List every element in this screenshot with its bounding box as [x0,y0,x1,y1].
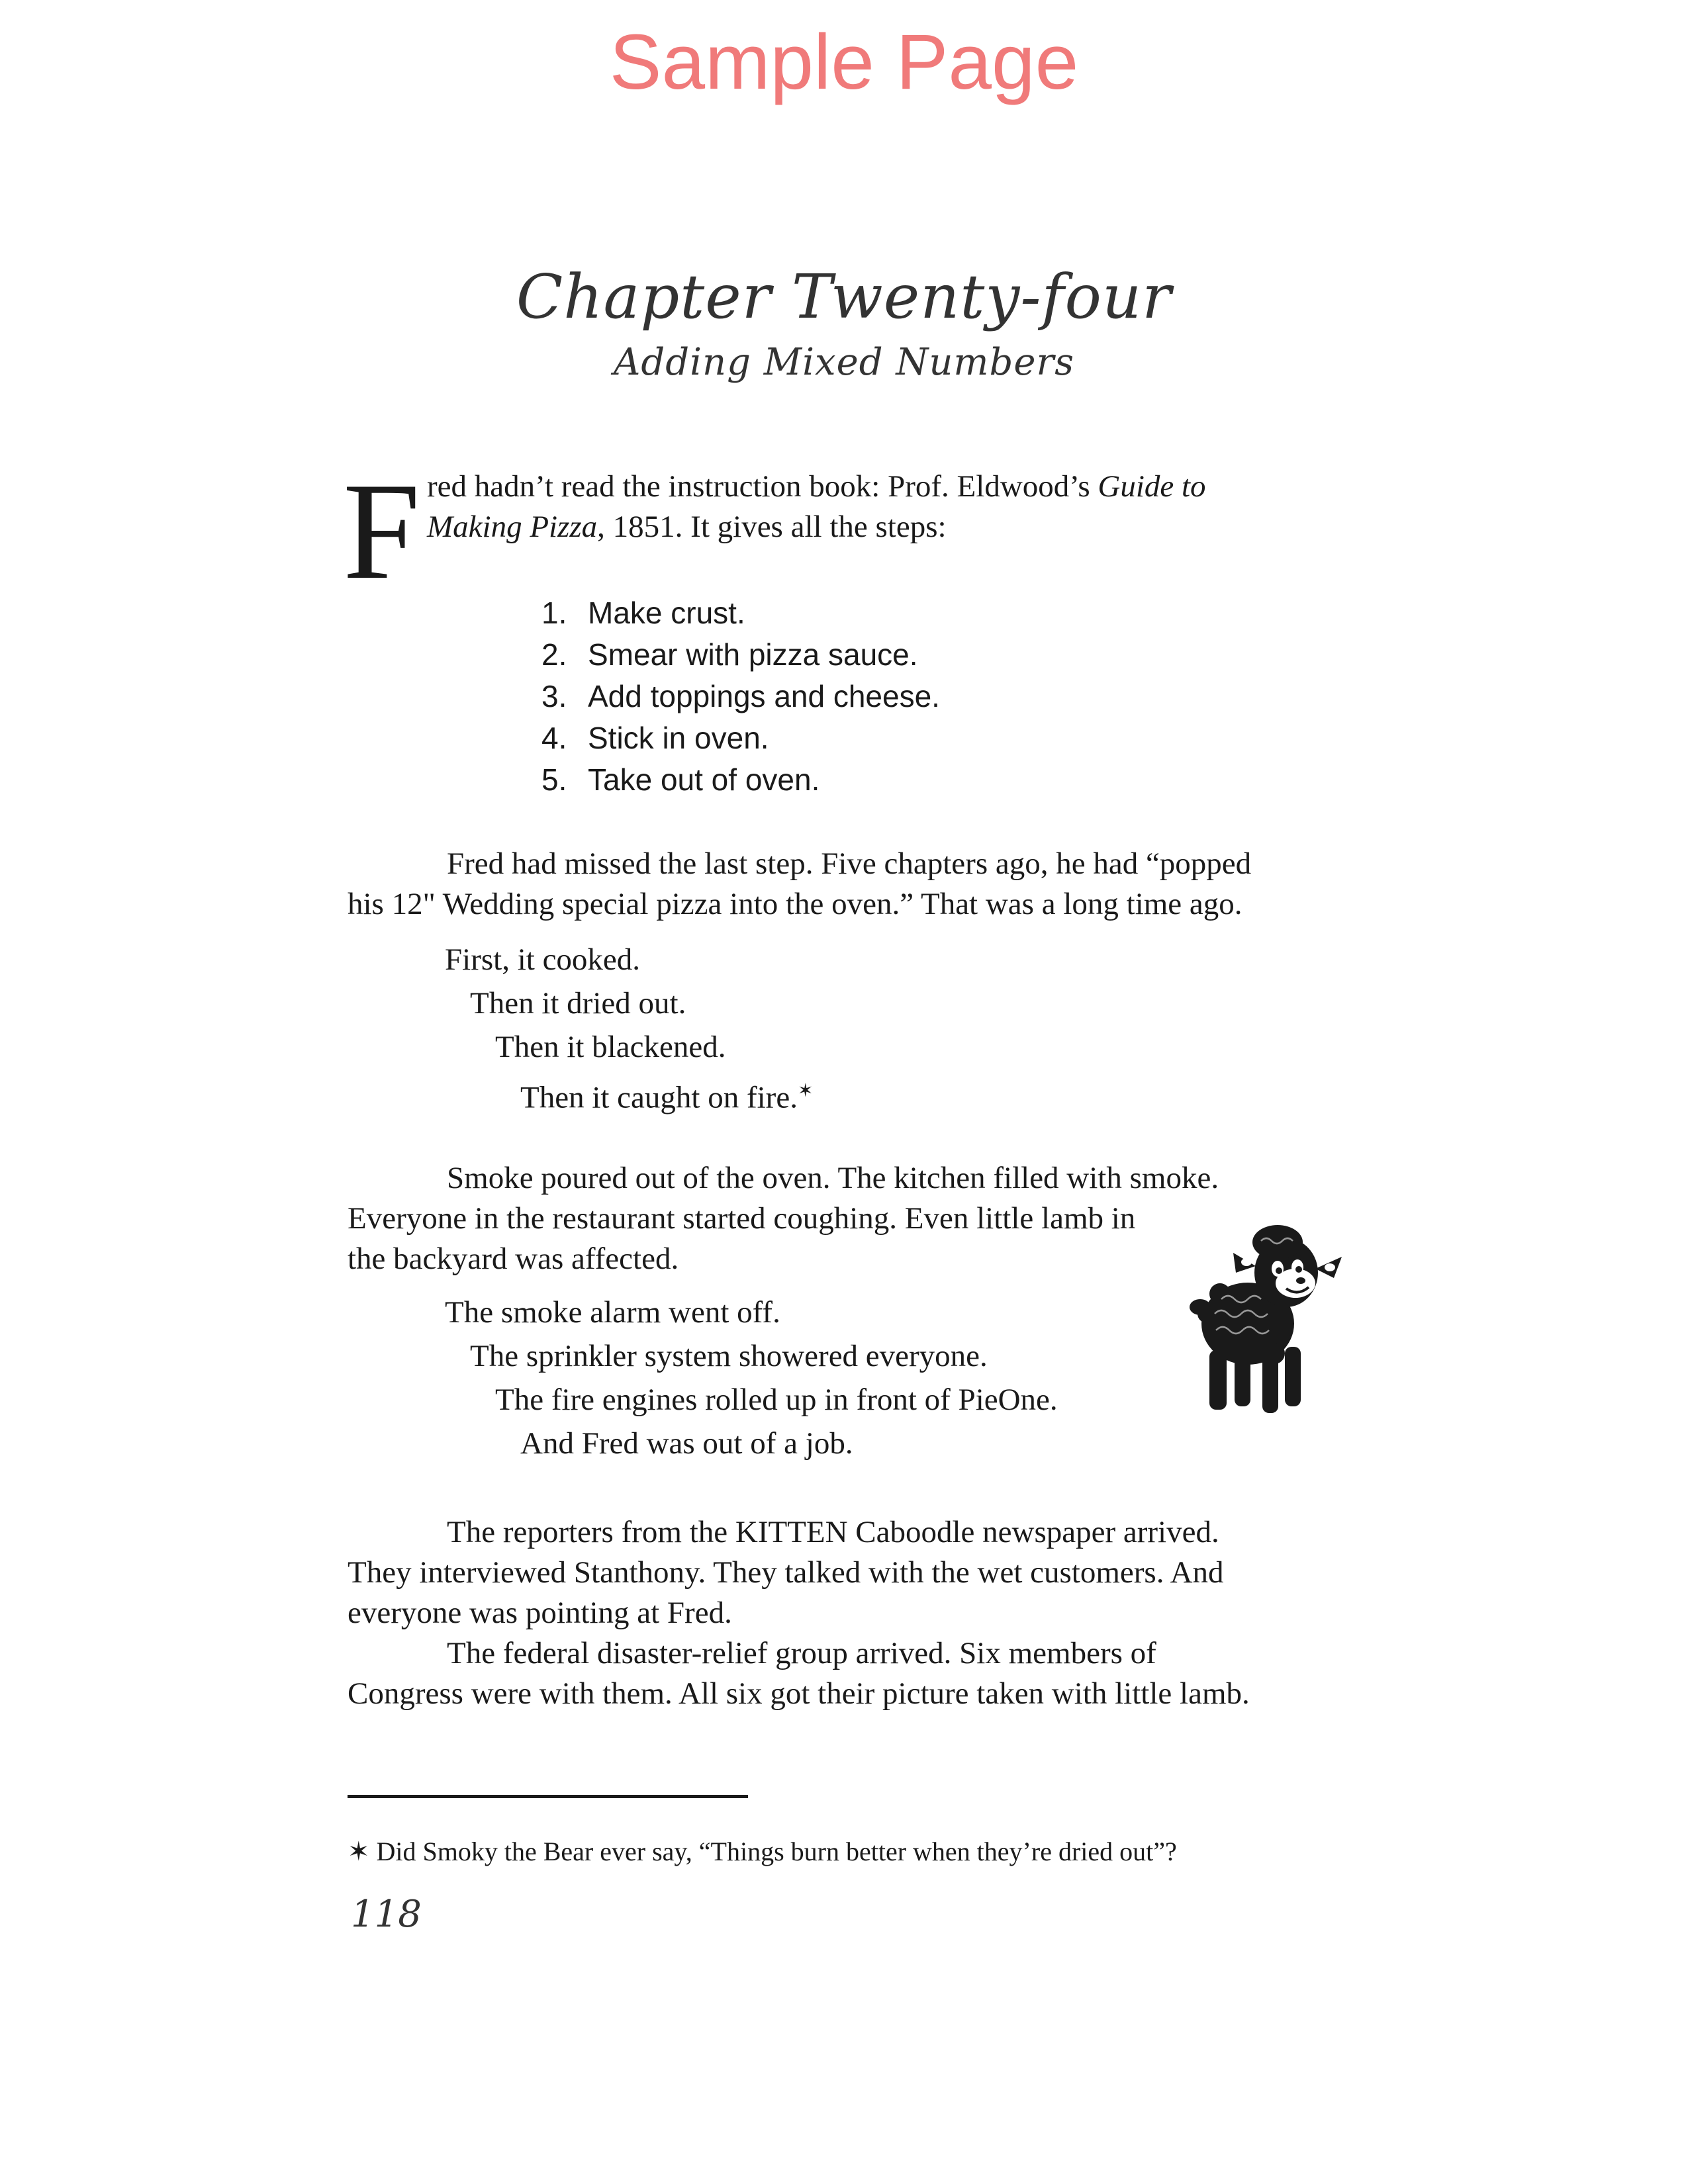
list-item: 4. Stick in oven. [541,721,769,755]
cascade-line: The sprinkler system showered everyone. [470,1339,988,1373]
list-item: 1. Make crust. [541,596,745,630]
paragraph-reporters: The reporters from the KITTEN Caboodle newspaper arrived. They interviewed Stanthony. They talked with the wet customers. And everyone was pointing at Fred. [348,1515,1224,1630]
book-title: Making Pizza [427,510,598,544]
chapter-title: Chapter Twenty-four [516,261,1172,332]
page-number: 118 [351,1893,422,1936]
cascade-line: Then it caught on fire.✶ [520,1080,814,1115]
footnote-mark: ✶ [797,1081,814,1101]
sample-page-watermark: Sample Page [609,19,1079,106]
footnote [348,1833,1177,1870]
footnote-mark: ✶ [348,1837,370,1866]
cascade-line: Then it dried out. [470,986,686,1021]
chapter-subtitle: Adding Mixed Numbers [613,341,1075,384]
cascade-line: Then it blackened. [495,1030,726,1064]
pizza-steps-list [541,592,940,801]
list-item: 5. Take out of oven. [541,762,820,797]
drop-cap: F [343,455,420,608]
intro-text: red hadn’t read the instruction book: Prof. Eldwood’s [427,469,1098,504]
list-item: 2. Smear with pizza sauce. [541,637,918,672]
paragraph-smoke: Smoke poured out of the oven. The kitchen filled with smoke. Everyone in the restaurant started coughing. Even little lamb in the backyard was affected. [348,1161,1219,1276]
paragraph-disaster-relief: The federal disaster-relief group arrived. Six members of Congress were with them. All six got their picture taken with little lamb. [348,1636,1250,1711]
footnote-text: Did Smoky the Bear ever say, “Things burn better when they’re dried out”? [369,1837,1177,1866]
cascade-line: The smoke alarm went off. [445,1295,780,1330]
lamb-icon [1168,1214,1347,1426]
intro-text: , 1851. It gives all the steps: [597,510,947,544]
cascade-line: The fire engines rolled up in front of PieOne. [495,1383,1058,1417]
list-item: 3. Add toppings and cheese. [541,679,940,713]
cascade-line: And Fred was out of a job. [520,1426,853,1461]
footnote-divider [348,1795,748,1798]
cascade-line: First, it cooked. [445,942,641,977]
book-title: Guide to [1098,469,1206,504]
paragraph-missed-step: Fred had missed the last step. Five chapters ago, he had “popped his 12" Wedding special pizza into the oven.” That was a long time ago. [348,846,1252,921]
intro-paragraph [427,467,1327,547]
